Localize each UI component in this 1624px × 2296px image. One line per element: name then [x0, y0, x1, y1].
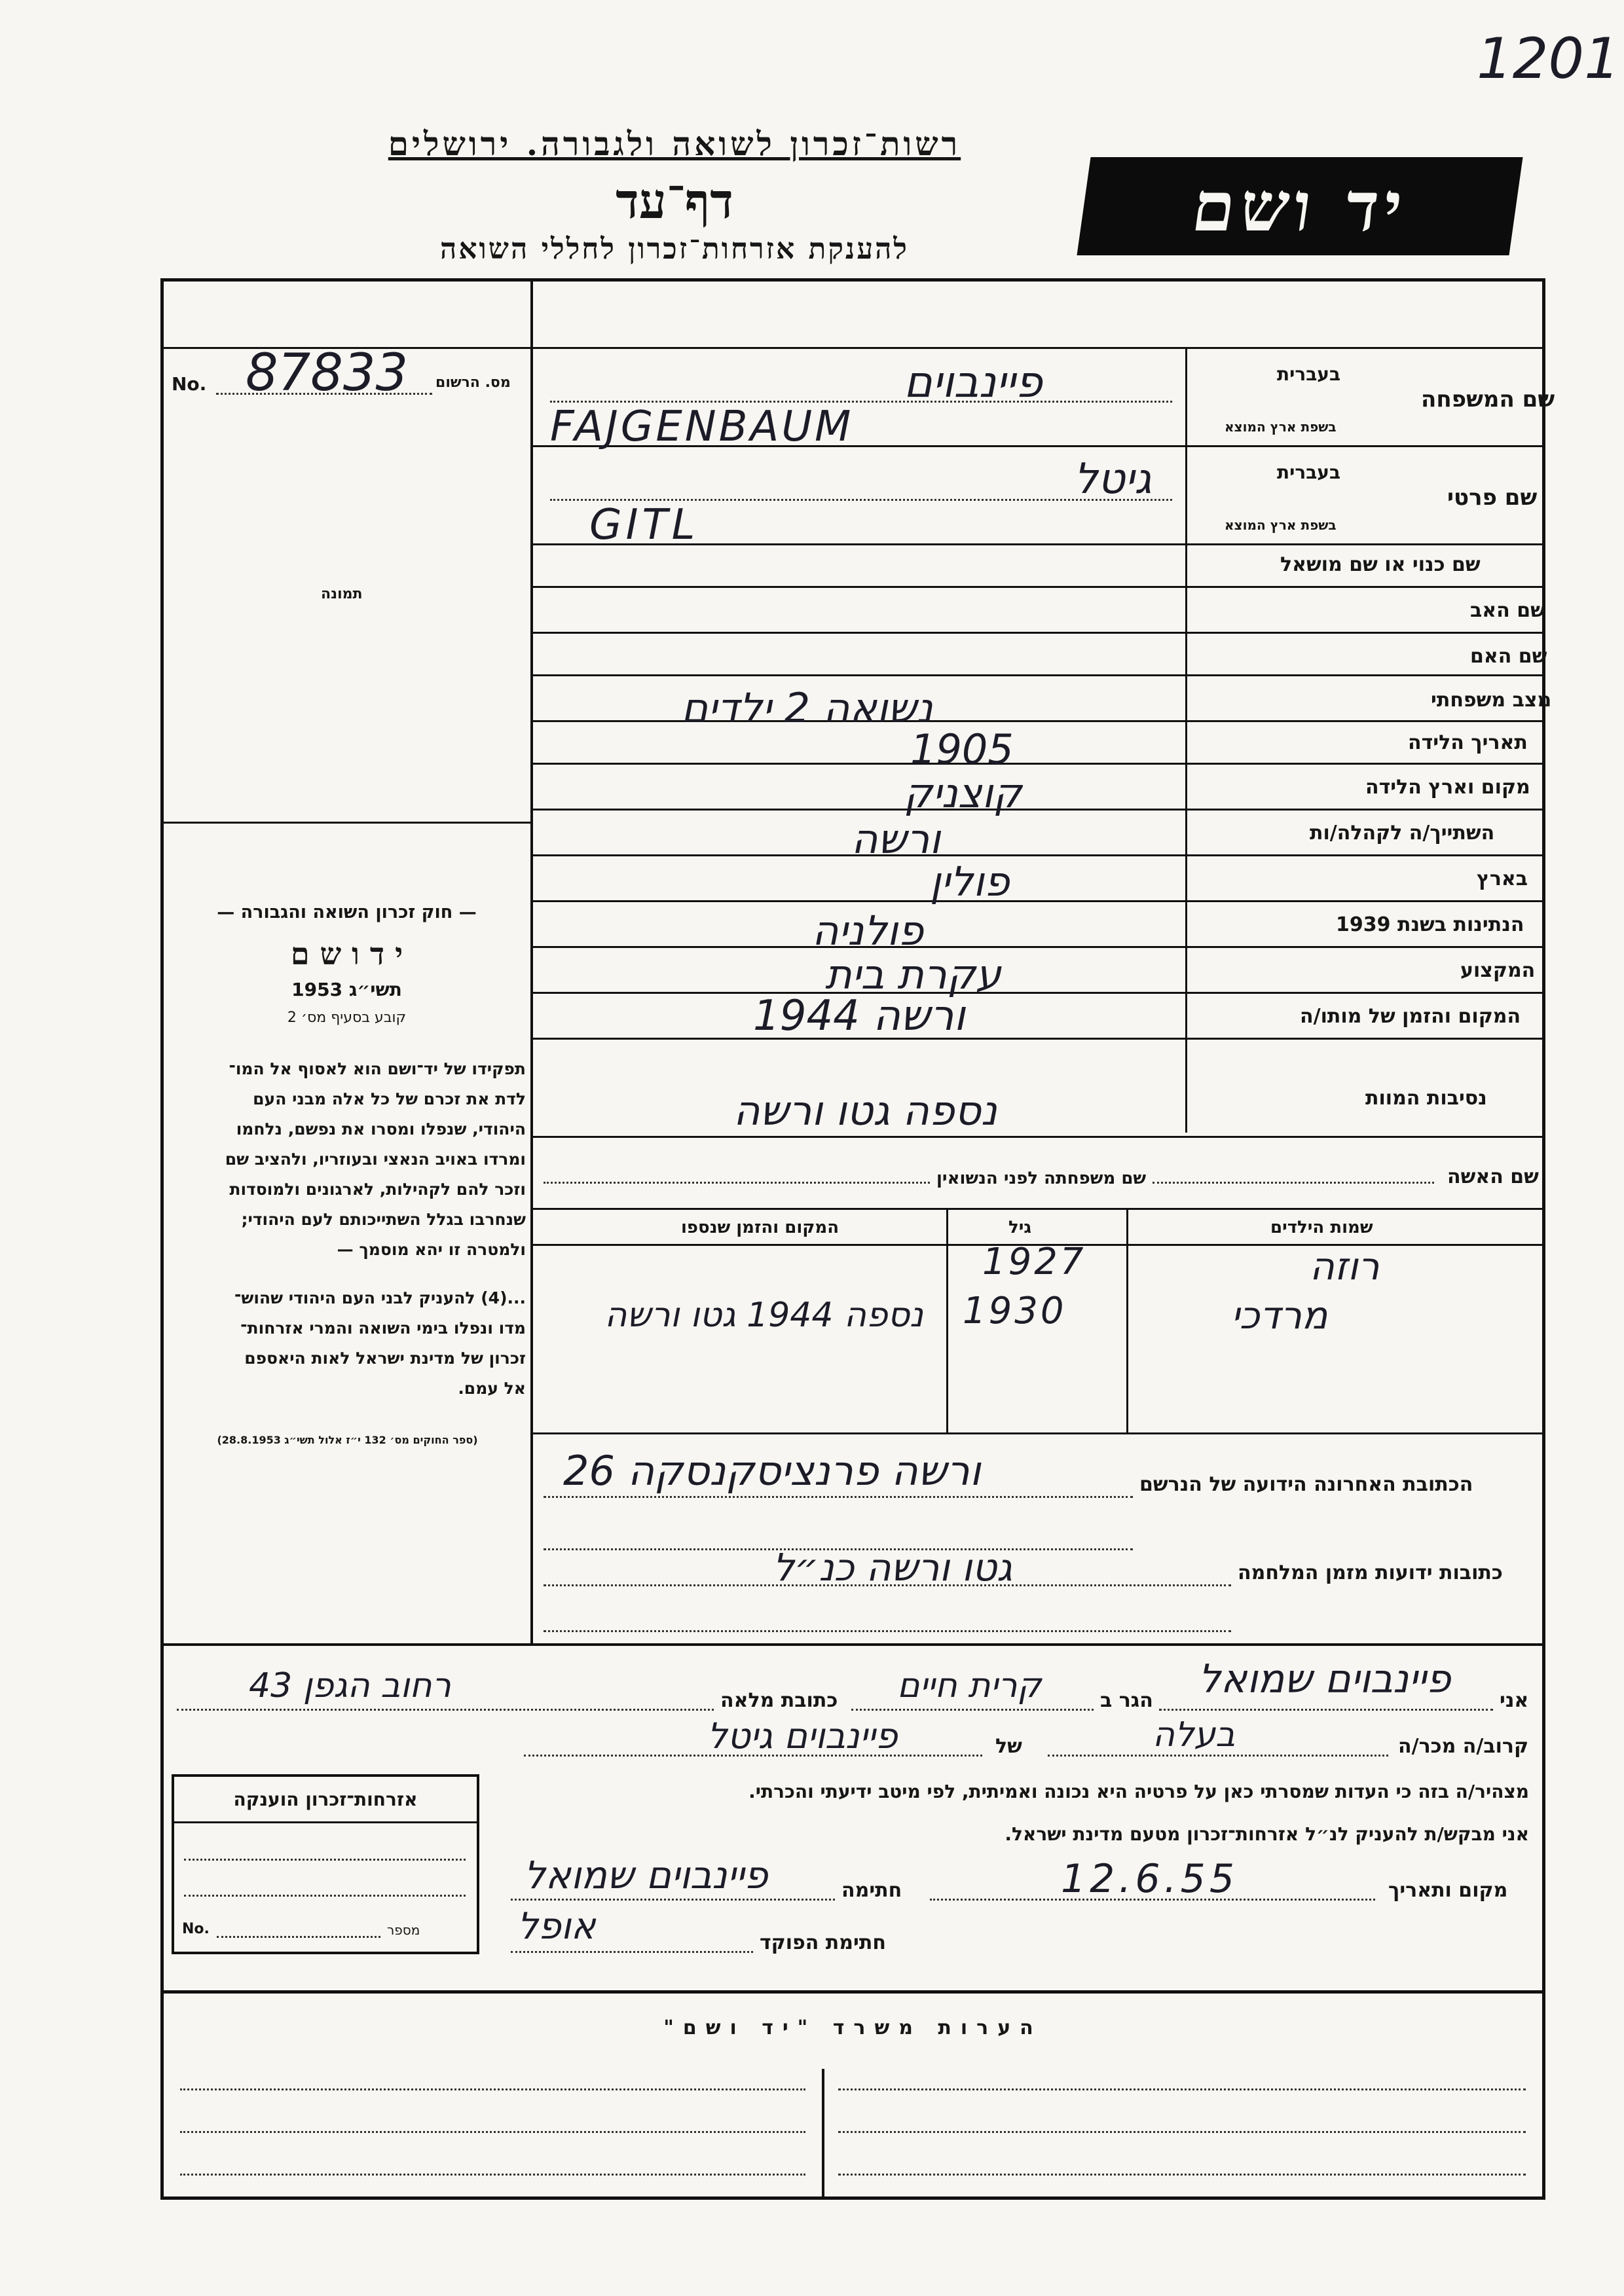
declarant-of: פיינבוים גיטל — [707, 1715, 898, 1757]
declarant-resides-line — [851, 1709, 1094, 1711]
surname-sub-hebrew: בעברית — [1277, 363, 1341, 385]
war-addresses-value: גטו ורשה כנ״ל — [773, 1545, 1012, 1590]
surname-hebrew-value: פיינבוים — [904, 357, 1043, 407]
law-name: י ד ו ש ם — [290, 936, 403, 972]
rule-father — [533, 632, 1542, 634]
law-line: ...(4) להעניק לבני העם היהודי שהוש־ — [234, 1288, 526, 1307]
citizenship-box-line-2 — [184, 1895, 466, 1897]
remarks-title: הערות משרד "יד ושם" — [663, 2016, 1043, 2039]
wife-line — [1153, 1182, 1434, 1184]
rule-death-circumstances — [533, 1136, 1542, 1138]
child-age: 1930 — [963, 1290, 1067, 1332]
birth-place-value: קוצניק — [904, 769, 1022, 817]
death-circumstances-value: נספה גטו ורשה — [733, 1087, 997, 1135]
citizenship-label: הנתינות בשנת 1939 — [1336, 913, 1524, 936]
law-line: תפקידו של יד־ושם הוא לאסוף אל המו־ — [229, 1059, 526, 1078]
registration-number: 87833 — [246, 344, 409, 403]
law-line: וזכר להם לקהילות, לארגונים ולמוסדות — [229, 1180, 526, 1199]
signature-label: חתימה — [841, 1879, 902, 1902]
authority-line: רשות־זכרון לשואה ולגבורה. ירושלים — [388, 124, 961, 163]
law-line: היהודי, שנפלו ומסרו את נפשם, נלחמו — [236, 1120, 526, 1139]
declarant-address-label: כתובת מלאה — [720, 1689, 838, 1712]
children-names-header: שמות הילדים — [1270, 1218, 1373, 1237]
remarks-line-right-2 — [838, 2131, 1526, 2133]
law-line: לדת את זכרם של כל אלה מבני העם — [253, 1089, 526, 1108]
citizenship-value: פולניה — [812, 907, 924, 955]
officer-signature: אופל — [517, 1905, 596, 1948]
wife-maiden-line — [544, 1182, 930, 1184]
father-label: שם האב — [1470, 599, 1545, 622]
law-line: שנחרבו בגלל השתייכותם לעם היהודי; — [241, 1210, 526, 1229]
declarant-address-line — [177, 1709, 714, 1711]
declarant-relation: בעלה — [1153, 1715, 1236, 1755]
left-column-divider — [530, 278, 533, 1643]
surname-latin-value: FAJGENBAUM — [550, 403, 854, 451]
yad-vashem-logo — [1077, 157, 1522, 255]
remarks-line-right-1 — [838, 2088, 1526, 2090]
death-place-label: המקום והזמן של מותו/ה — [1300, 1005, 1521, 1028]
remarks-line-left-1 — [180, 2088, 805, 2090]
form-subtitle: להענקת אזרחות־זכרון לחללי השואה — [439, 232, 909, 266]
law-line: מדו ונפלו בימי השואה והמרי אזרחות־ — [240, 1319, 526, 1338]
frame-left — [160, 278, 164, 2200]
surname-sub-origin: בשפת ארץ המוצא — [1225, 419, 1337, 435]
declaration-text: מצהיר/ה בזה כי העדות שמסרתי כאן על פרטיה היא נכונה ואמיתית, לפי מיטב ידיעתי והכרתי. — [748, 1781, 1529, 1802]
remarks-col-divider — [822, 2069, 824, 2196]
rule-citizenship — [533, 946, 1542, 948]
firstname-sub-hebrew: בעברית — [1277, 462, 1341, 483]
registration-he-label: מס. הרשום — [435, 374, 511, 391]
declarant-resides: קרית חיים — [897, 1666, 1042, 1705]
surname-label: שם המשפחה — [1421, 386, 1555, 412]
law-line: ומרדו באויב הנאצי ובעוזריו, ולהציב שם — [225, 1150, 526, 1169]
law-clause: קובע בסעיף מס׳ 2 — [287, 1010, 407, 1026]
photo-law-divider — [164, 822, 530, 824]
law-year: תשי״ג 1953 — [291, 979, 402, 1000]
family-status-value: נשואה 2 ילדים — [681, 684, 933, 732]
form-title: דף־עד — [616, 173, 733, 230]
law-paragraph-2 — [169, 1283, 526, 1404]
last-address-value: ורשה פרנציסקנסקה 26 — [563, 1447, 981, 1495]
citizenship-box-title: אזרחות־זכרון הוענקה — [233, 1789, 418, 1810]
law-line: זכרון של מדינת ישראל לאות היאספם — [244, 1349, 526, 1368]
declarant-name-line — [1159, 1709, 1493, 1711]
declarant-address: רחוב הגפן 43 — [249, 1666, 451, 1705]
death-place-value: ורשה 1944 — [753, 992, 965, 1040]
war-addresses-label: כתובות ידועות מזמן המלחמה — [1238, 1561, 1503, 1584]
declarant-ani-label: אני — [1500, 1689, 1529, 1712]
birth-date-value: 1905 — [910, 725, 1014, 773]
request-text: אני מבקש/ת להעניק לנ״ל אזרחות־זכרון מטעם מדינת ישראל. — [1005, 1823, 1529, 1845]
law-line: ולמטרה זו יהא מוסמך — — [337, 1240, 526, 1259]
signature-value: פיינבוים שמואל — [524, 1853, 768, 1897]
rule-community — [533, 854, 1542, 856]
citizenship-box-line-1 — [184, 1859, 466, 1861]
citizenship-box-no: No. — [182, 1921, 210, 1937]
country-label: בארץ — [1477, 867, 1528, 890]
family-status-label: מצב משפחתי — [1431, 689, 1552, 712]
place-date-label: מקום ותאריך — [1388, 1879, 1508, 1902]
children-col-divider-1 — [1126, 1210, 1128, 1432]
citizenship-box-no-line — [217, 1936, 380, 1938]
signature-line — [511, 1899, 835, 1901]
place-date-value: 12.6.55 — [1061, 1856, 1239, 1902]
remarks-line-left-3 — [180, 2174, 805, 2176]
rule-wife — [533, 1208, 1542, 1210]
children-age-header: גיל — [1008, 1218, 1032, 1237]
rule-nickname — [533, 586, 1542, 588]
nickname-label: שם כנוי או שם מושאל — [1280, 553, 1481, 576]
rule-children-end — [533, 1432, 1542, 1434]
birth-place-label: מקום וארץ הלידה — [1365, 776, 1530, 799]
law-line: אל עמם. — [458, 1379, 526, 1398]
children-col-divider-2 — [946, 1210, 948, 1432]
logo-text: יד ושם — [1187, 166, 1412, 247]
community-value: ורשה — [851, 815, 941, 863]
declarant-name: פיינבוים שמואל — [1198, 1656, 1451, 1702]
remarks-line-left-2 — [180, 2131, 805, 2133]
rule-country — [533, 900, 1542, 902]
last-address-label: הכתובת האחרונה הידועה של הנרשם — [1139, 1473, 1473, 1496]
frame-top — [160, 278, 1545, 282]
child-age: 1927 — [982, 1241, 1086, 1283]
registration-no-label: No. — [172, 373, 207, 395]
country-value: פולין — [930, 858, 1010, 905]
last-address-line — [544, 1496, 1133, 1498]
declarant-of-label: של — [995, 1735, 1022, 1758]
birth-date-label: תאריך הלידה — [1408, 731, 1528, 754]
children-place-header: המקום והזמן שנספו — [681, 1218, 840, 1237]
rule-death-place — [533, 1038, 1542, 1040]
death-circumstances-label: נסיבות המוות — [1365, 1087, 1487, 1110]
firstname-latin-value: GITL — [589, 501, 699, 549]
child-name: מרדכי — [1231, 1293, 1328, 1338]
community-label: השתייך/ה לקהלה/ות — [1310, 822, 1495, 845]
firstname-label: שם פרטי — [1447, 484, 1538, 511]
citizenship-granted-box — [172, 1774, 479, 1954]
rule-birth-date — [533, 763, 1542, 765]
war-addresses-line-2 — [544, 1630, 1231, 1632]
remarks-line-right-3 — [838, 2174, 1526, 2176]
law-heading: — חוק זכרון השואה והגבורה — — [217, 902, 477, 922]
label-column-divider — [1185, 347, 1187, 1133]
declarant-relation-line — [1048, 1755, 1388, 1757]
photo-label: תמונה — [321, 586, 363, 602]
citizenship-box-rule — [174, 1821, 477, 1823]
rule-declarant-top — [164, 1643, 1542, 1646]
law-citation: (ספר החוקים מס׳ 132 י״ז אלול תשי״ג 28.8.1953) — [217, 1434, 478, 1446]
officer-signature-line — [511, 1951, 753, 1953]
law-paragraph-1 — [169, 1054, 526, 1265]
child-place: נספה 1944 גטו ורשה — [604, 1296, 923, 1335]
declarant-relative-label: קרוב/ה מכר/ה — [1398, 1735, 1529, 1758]
officer-signature-label: חתימת הפוקד — [760, 1931, 886, 1954]
profession-value: עקרת בית — [825, 951, 1001, 998]
firstname-hebrew-value: גיטל — [1074, 455, 1152, 503]
wife-label: שם האשה — [1447, 1165, 1539, 1188]
archive-stamp-number: 1201 — [1477, 26, 1620, 92]
mother-label: שם האם — [1470, 645, 1547, 668]
rule-birth-place — [533, 809, 1542, 811]
rule-mother — [533, 674, 1542, 676]
firstname-sub-origin: בשפת ארץ המוצא — [1225, 517, 1337, 533]
profession-label: המקצוע — [1460, 959, 1536, 982]
declarant-resides-label: הגר ב — [1100, 1689, 1153, 1712]
frame-right — [1542, 278, 1545, 2200]
child-name: רוזה — [1310, 1244, 1380, 1288]
wife-maiden-label: שם משפחתה לפני הנשואין — [936, 1169, 1147, 1188]
citizenship-box-no-he: מספר — [387, 1922, 420, 1938]
rule-remarks-top — [164, 1990, 1542, 1994]
frame-bottom — [160, 2196, 1545, 2200]
rule-profession — [533, 992, 1542, 994]
